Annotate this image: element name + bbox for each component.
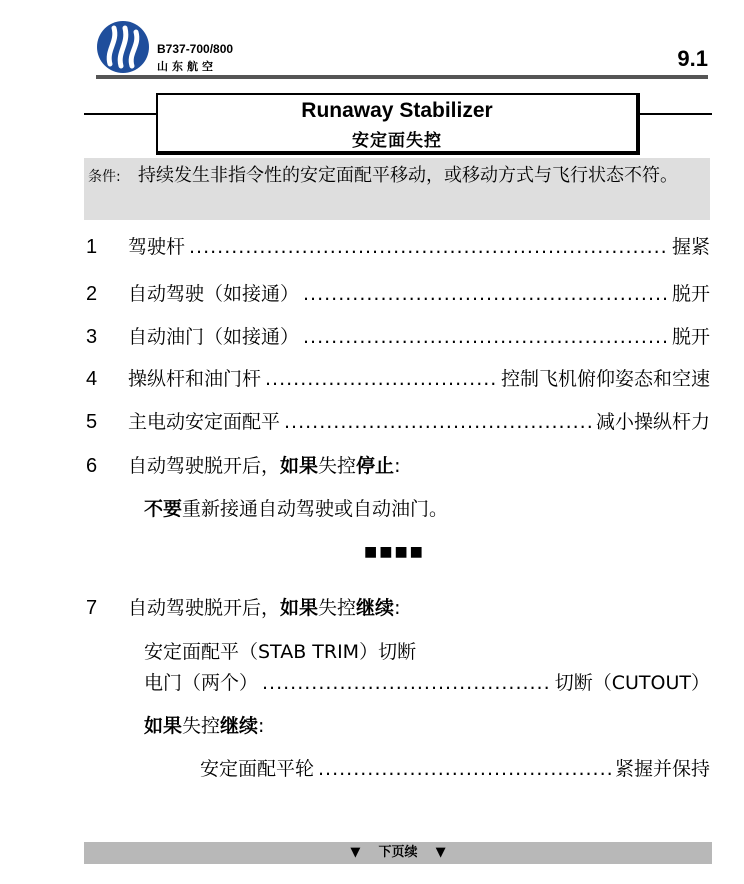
step7-if2: 如果 bbox=[144, 715, 183, 737]
header-divider bbox=[96, 75, 708, 79]
airline-name: 山东航空 bbox=[157, 60, 217, 73]
trim-wheel-action: 紧握并保持 bbox=[614, 758, 710, 780]
step6-lost: 失控 bbox=[318, 455, 357, 477]
step-item: 主电动安定面配平 bbox=[128, 411, 281, 433]
step-action: 握紧 bbox=[671, 236, 710, 258]
step6-stop: 停止 bbox=[356, 455, 395, 477]
step7-colon: : bbox=[394, 597, 401, 619]
step7-if: 如果 bbox=[280, 597, 319, 619]
step-item: 驾驶杆 bbox=[128, 236, 186, 258]
step-action: 控制飞机俯仰姿态和空速 bbox=[500, 368, 710, 390]
trim-wheel-item: 安定面配平轮 bbox=[200, 758, 315, 780]
trim-wheel-step bbox=[84, 754, 710, 784]
continued-label: 下页续 bbox=[378, 845, 418, 860]
stab-trim-line1: 安定面配平（STAB TRIM）切断 bbox=[144, 641, 417, 663]
title-english: Runaway Stabilizer bbox=[301, 99, 493, 122]
step6-if: 如果 bbox=[280, 455, 319, 477]
step-number: 7 bbox=[86, 597, 98, 619]
step7-cont2: 继续 bbox=[220, 715, 259, 737]
continuation-dashes bbox=[84, 814, 710, 820]
step-2 bbox=[84, 279, 710, 309]
step-item: 自动驾驶（如接通） bbox=[128, 283, 300, 305]
step-4 bbox=[84, 364, 710, 394]
step-number: 5 bbox=[86, 411, 98, 433]
checklist-title-box bbox=[156, 93, 640, 155]
page-number: 9.1 bbox=[677, 46, 708, 71]
step-action: 脱开 bbox=[671, 326, 710, 348]
step6-dont: 不要 bbox=[144, 498, 183, 520]
end-marker: ■■■■ bbox=[364, 544, 425, 560]
step-number: 2 bbox=[86, 283, 98, 305]
step-number: 6 bbox=[86, 455, 98, 477]
step7-cont: 继续 bbox=[356, 597, 395, 619]
step6-rest: 重新接通自动驾驶或自动油门。 bbox=[182, 498, 449, 520]
step7-if-continues bbox=[144, 711, 264, 741]
step-number: 4 bbox=[86, 368, 98, 390]
cutout-item: 电门（两个） bbox=[144, 672, 259, 694]
aircraft-model: B737-700/800 bbox=[157, 42, 234, 56]
condition-label: 条件: bbox=[88, 169, 121, 185]
cutout-action: 切断（CUTOUT） bbox=[554, 672, 710, 694]
step7-lost2: 失控 bbox=[182, 715, 221, 737]
step-5 bbox=[84, 407, 710, 437]
step6-colon: : bbox=[394, 455, 401, 477]
step-number: 1 bbox=[86, 236, 98, 258]
airline-logo-icon bbox=[96, 20, 150, 74]
down-arrow-icon: ▼ bbox=[350, 845, 361, 860]
step7-lost: 失控 bbox=[318, 597, 357, 619]
step6-instruction bbox=[144, 494, 448, 524]
step-3 bbox=[84, 322, 710, 352]
step-number: 3 bbox=[86, 326, 98, 348]
step6-lead: 自动驾驶脱开后， bbox=[128, 455, 281, 477]
step-item: 自动油门（如接通） bbox=[128, 326, 300, 348]
step-action: 脱开 bbox=[671, 283, 710, 305]
condition-block bbox=[84, 158, 710, 220]
step7-lead: 自动驾驶脱开后， bbox=[128, 597, 281, 619]
step7-colon2: : bbox=[258, 715, 265, 737]
step-item: 操纵杆和油门杆 bbox=[128, 368, 262, 390]
continued-next-page-bar bbox=[84, 842, 712, 864]
step-7 bbox=[84, 593, 710, 623]
down-arrow-icon: ▼ bbox=[435, 845, 446, 860]
condition-text: 持续发生非指令性的安定面配平移动，或移动方式与飞行状态不符。 bbox=[138, 165, 678, 186]
step-action: 减小操纵杆力 bbox=[595, 411, 710, 433]
step-1 bbox=[84, 232, 710, 262]
step-6 bbox=[84, 451, 710, 481]
title-chinese: 安定面失控 bbox=[352, 131, 442, 151]
stab-trim-line2 bbox=[84, 668, 710, 698]
